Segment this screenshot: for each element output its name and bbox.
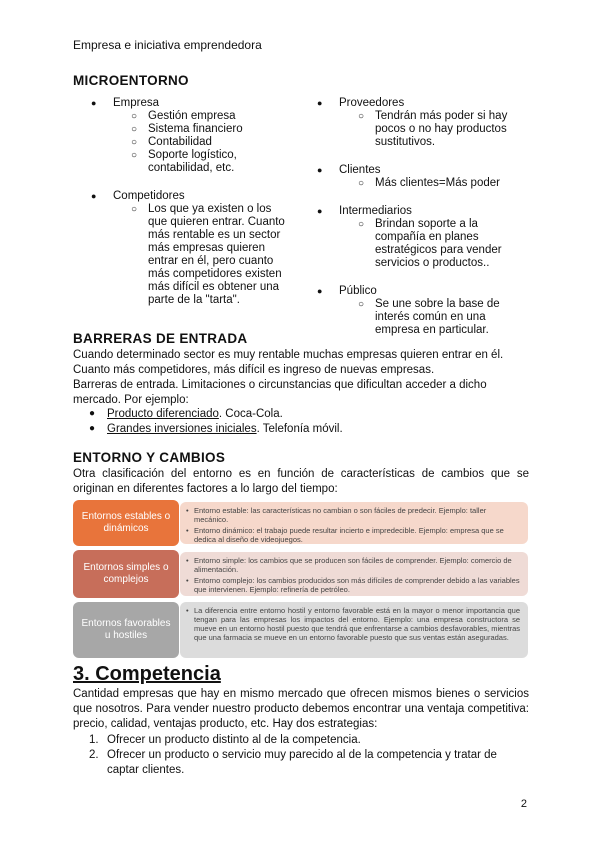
list-item: ● Público bbox=[317, 285, 377, 297]
diagram-label-box: Entornos simples o complejos bbox=[73, 550, 179, 598]
paragraph: Cuando determinado sector es muy rentable muchas empresas quieren entrar en él. Cuanto más competidores, más difícil es ingreso de nuevas empresas. bbox=[73, 349, 504, 376]
section-title-competencia: 3. Competencia bbox=[73, 663, 221, 685]
bullet-icon: ● bbox=[317, 165, 323, 175]
section-title-barreras: BARRERAS DE ENTRADA bbox=[73, 331, 248, 346]
list-item: ● Proveedores bbox=[317, 97, 405, 109]
sub-item: ○ Se une sobre la base de interés común en una empresa en particular. bbox=[358, 298, 500, 336]
bullet-icon: ● bbox=[89, 408, 96, 419]
running-header: Empresa e iniciativa emprendedora bbox=[73, 38, 262, 52]
bullet-icon: ● bbox=[317, 98, 323, 108]
ordered-item: 2. Ofrecer un producto o servicio muy parecido al de la competencia y tratar de captar clientes. bbox=[89, 749, 497, 776]
bullet-icon: ● bbox=[317, 206, 323, 216]
list-item: ● Intermediarios bbox=[317, 205, 412, 217]
list-item bbox=[91, 97, 298, 110]
bullet-icon: ● bbox=[91, 191, 97, 201]
micro-right-column bbox=[317, 97, 524, 337]
circle-bullet-icon: ○ bbox=[358, 178, 365, 189]
diagram-detail-box: • Entorno simple: los cambios que se producen son fáciles de comprender. Ejemplo: comercio de alimentación. • Entorno complejo: los cambios producidos son más difíciles de comprender debido a las variables que intervienen. Ejemplo: refinería de petróleo. bbox=[180, 552, 528, 596]
diagram-label-box: Entornos estables o dinámicos bbox=[73, 500, 179, 546]
micro-left-column bbox=[91, 97, 298, 307]
section-title-cambios: ENTORNO Y CAMBIOS bbox=[73, 450, 226, 465]
circle-bullet-icon: ○ bbox=[131, 150, 138, 161]
circle-bullet-icon: ○ bbox=[131, 204, 138, 215]
paragraph: Barreras de entrada. Limitaciones o circunstancias que dificultan acceder a dicho mercado. Por ejemplo: bbox=[73, 379, 487, 406]
paragraph: Cantidad empresas que hay en mismo mercado que ofrecen mismos bienes o servicios que nosotros. Para vender nuestro producto debemos encontrar una ventaja competitiva: precio, calidad, ventajas producto, etc. Hay dos estrategias: bbox=[73, 688, 529, 730]
sub-item: ○ Contabilidad bbox=[131, 136, 212, 148]
list-item-label: Empresa bbox=[113, 97, 160, 109]
diagram-detail-box: • La diferencia entre entorno hostil y entorno favorable está en la mayor o menor importancia que tengan para las empresas los impactos del entorno. Ejemplo: una empresa constructora se mueve en un entorno hostil puesto que tendrá que enfrentarse a cambios desfavorables, mientras que una farmacia se mueve en un entorno favorable puesto que sus ventas están aseguradas. bbox=[180, 602, 528, 658]
sub-item: ○ Más clientes=Más poder bbox=[358, 177, 500, 189]
sub-item: ○ Tendrán más poder si hay pocos o no hay productos sustitutivos. bbox=[358, 110, 508, 148]
list-item: ● Producto diferenciado. Coca-Cola. bbox=[89, 408, 283, 420]
bullet-icon: ● bbox=[91, 98, 97, 108]
circle-bullet-icon: ○ bbox=[358, 219, 365, 230]
sub-item: ○ Los que ya existen o los que quieren entrar. Cuanto más rentable es un sector más empresas quieren entrar en él, pero cuanto más competidores existen más difícil es obtener una parte de la "tarta". bbox=[131, 203, 285, 306]
bullet-icon: ● bbox=[89, 423, 96, 434]
section-title-microentorno: MICROENTORNO bbox=[73, 73, 189, 88]
page-number: 2 bbox=[520, 798, 527, 810]
circle-bullet-icon: ○ bbox=[131, 137, 138, 148]
bullet-icon: ● bbox=[317, 286, 323, 296]
circle-bullet-icon: ○ bbox=[358, 299, 365, 310]
list-item: ● Competidores bbox=[91, 190, 185, 202]
list-item: ● Clientes bbox=[317, 164, 381, 176]
circle-bullet-icon: ○ bbox=[131, 124, 138, 135]
sub-item: ○ Brindan soporte a la compañía en planes estratégicos para vender servicios o productos.. bbox=[358, 218, 502, 269]
sub-item: ○ Gestión empresa bbox=[131, 110, 236, 122]
ordered-item: 1. Ofrecer un producto distinto al de la competencia. bbox=[89, 734, 361, 746]
sub-item: ○ Sistema financiero bbox=[131, 123, 243, 135]
diagram-detail-box: • Entorno estable: las características no cambian o son fáciles de predecir. Ejemplo: taller mecánico. • Entorno dinámico: el trabajo puede resultar incierto e impredecible. Ejemplo: empresa que se dedica al diseño de videojuegos. bbox=[180, 502, 528, 544]
paragraph: Otra clasificación del entorno es en función de características de cambios que se originan en diferentes factores a lo largo del tiempo: bbox=[73, 468, 529, 495]
sub-item: ○ Soporte logístico, contabilidad, etc. bbox=[131, 149, 237, 174]
circle-bullet-icon: ○ bbox=[131, 111, 138, 122]
diagram-label-box: Entornos favorables u hostiles bbox=[73, 602, 179, 658]
list-item: ● Grandes inversiones iniciales. Telefonía móvil. bbox=[89, 423, 343, 435]
circle-bullet-icon: ○ bbox=[358, 111, 365, 122]
